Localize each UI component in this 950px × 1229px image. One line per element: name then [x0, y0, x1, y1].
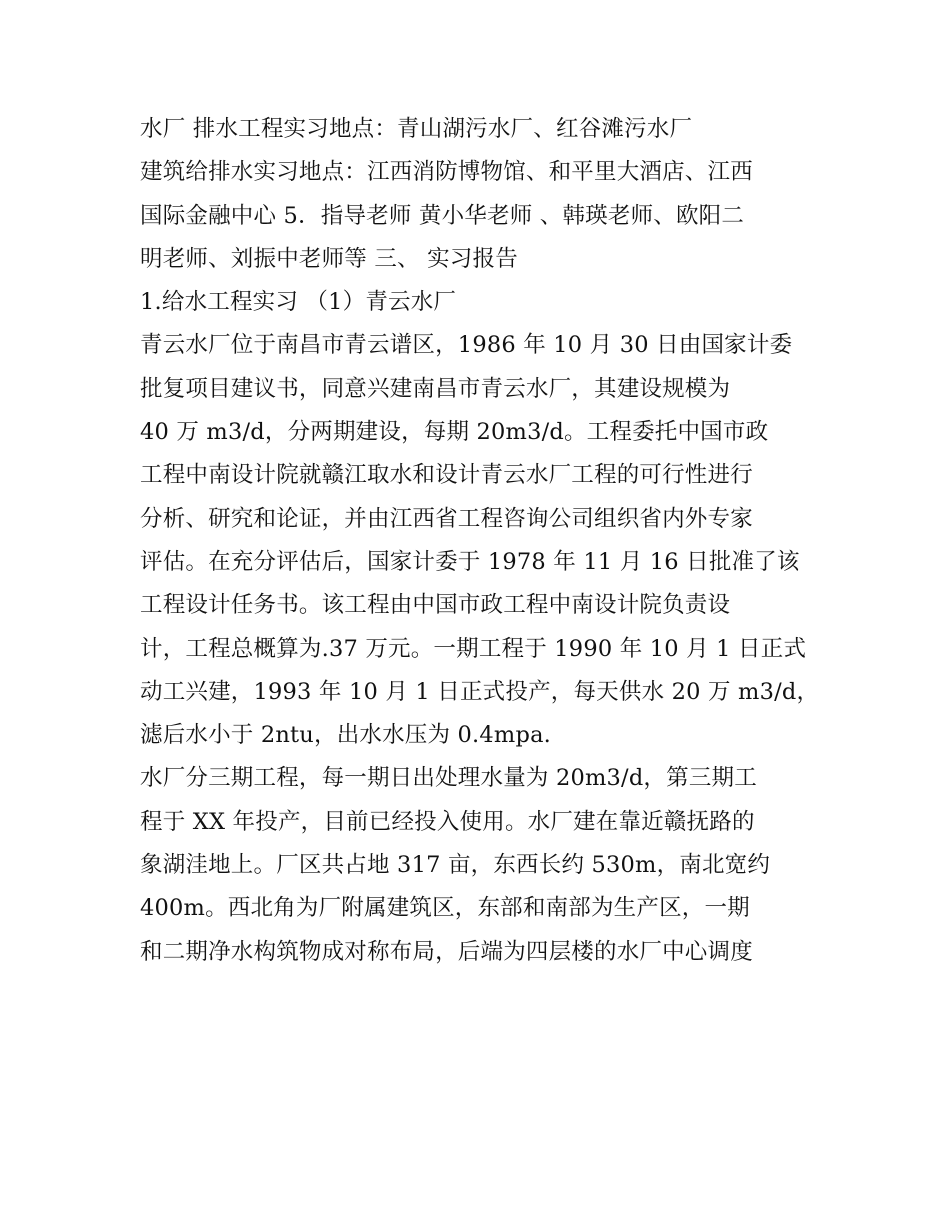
text-line: 动工兴建，1993 年 10 月 1 日正式投产，每天供水 20 万 m3/d，: [140, 678, 820, 705]
text-line: 象湖洼地上。厂区共占地 317 亩，东西长约 530m，南北宽约: [140, 852, 771, 879]
text-line: 计，工程总概算为.37 万元。一期工程于 1990 年 10 月 1 日正式: [140, 635, 807, 662]
text-line: 程于 XX 年投产，目前已经投入使用。水厂建在靠近赣抚路的: [140, 808, 755, 835]
text-line: 40 万 m3/d，分两期建设，每期 20m3/d。工程委托中国市政: [140, 419, 769, 446]
text-line: 滤后水小于 2ntu，出水水压为 0.4mpa.: [140, 722, 552, 749]
text-line: 建筑给排水实习地点：江西消防博物馆、和平里大酒店、江西: [140, 159, 753, 186]
text-line: 和二期净水构筑物成对称布局，后端为四层楼的水厂中心调度: [140, 938, 753, 965]
section-heading: 1.给水工程实习 （1）青云水厂: [140, 289, 457, 316]
body-text: [140, 108, 820, 974]
text-line: 国际金融中心 5．指导老师 黄小华老师 、韩瑛老师、欧阳二: [140, 202, 745, 229]
text-line: 水厂分三期工程，每一期日出处理水量为 20m3/d，第三期工: [140, 765, 757, 792]
text-line: 批复项目建议书，同意兴建南昌市青云水厂，其建设规模为: [140, 375, 731, 402]
text-line: 分析、研究和论证，并由江西省工程咨询公司组织省内外专家: [140, 505, 753, 532]
text-line: 工程设计任务书。该工程由中国市政工程中南设计院负责设: [140, 592, 731, 619]
text-line: 评估。在充分评估后，国家计委于 1978 年 11 月 16 日批准了该: [140, 548, 800, 575]
text-line: 青云水厂位于南昌市青云谱区，1986 年 10 月 30 日由国家计委: [140, 332, 793, 359]
text-line: 400m。西北角为厂附属建筑区，东部和南部为生产区，一期: [140, 895, 750, 922]
text-line: 明老师、刘振中老师等 三、 实习报告: [140, 245, 518, 272]
text-line: 工程中南设计院就赣江取水和设计青云水厂工程的可行性进行: [140, 462, 753, 489]
text-line: 水厂 排水工程实习地点：青山湖污水厂、红谷滩污水厂: [140, 116, 693, 142]
